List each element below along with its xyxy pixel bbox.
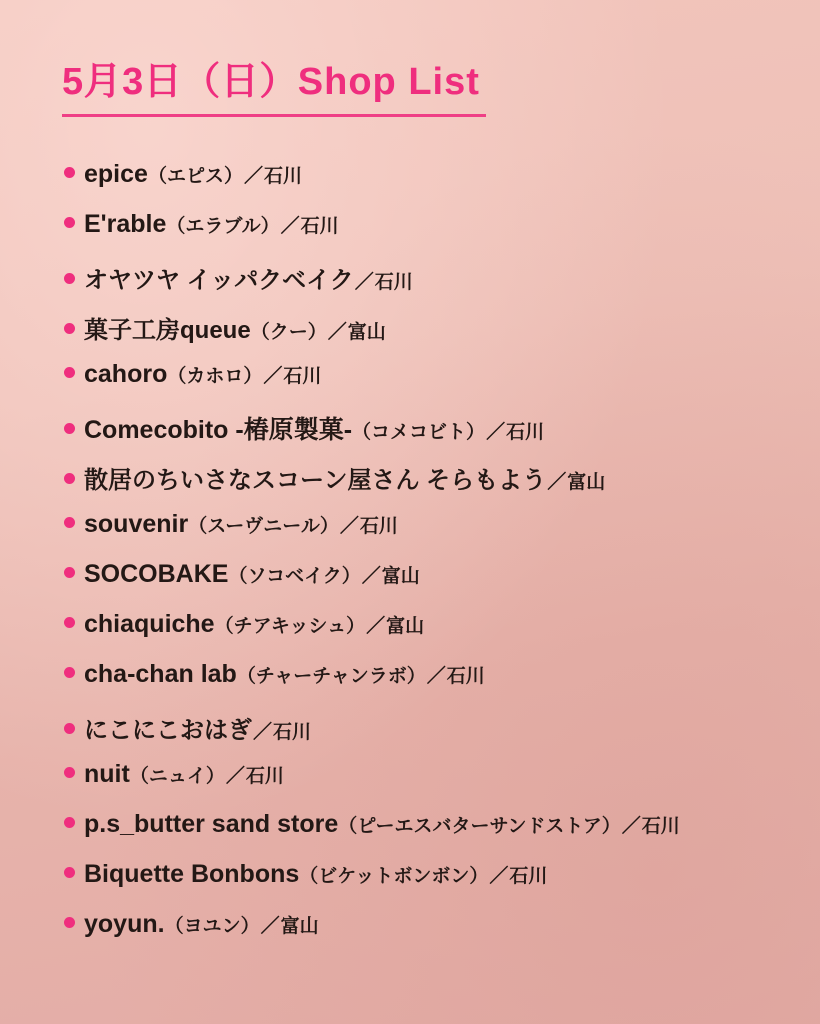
title-underline <box>62 114 486 117</box>
shop-name: 菓子工房queue <box>84 317 251 344</box>
shop-name: Biquette Bonbons <box>84 860 300 888</box>
shop-prefecture: 富山 <box>381 566 420 587</box>
title-date: 5月3日（日） <box>62 61 298 103</box>
shop-name: にこにこおはぎ <box>84 717 252 744</box>
shop-prefecture: 石川 <box>509 866 548 887</box>
bullet-icon <box>64 817 75 828</box>
shop-kana: （エピス） <box>147 166 243 187</box>
bullet-icon <box>64 217 75 228</box>
list-item <box>64 710 780 760</box>
shop-kana: （エラブル） <box>166 216 280 237</box>
shop-prefecture: 富山 <box>280 916 319 937</box>
shop-prefecture: 石川 <box>446 666 485 687</box>
title-block <box>62 62 492 117</box>
bullet-icon <box>64 167 75 178</box>
separator: ／ <box>361 566 381 587</box>
shop-name: オヤツヤ イッパクベイク <box>84 267 354 294</box>
separator: ／ <box>489 866 509 887</box>
separator: ／ <box>280 216 300 237</box>
shop-kana: （ヨユン） <box>164 916 260 937</box>
shop-kana: （ソコベイク） <box>228 566 361 587</box>
separator: ／ <box>486 422 506 443</box>
page-title <box>62 62 492 104</box>
list-item <box>64 660 780 710</box>
shop-prefecture: 石川 <box>300 216 339 237</box>
list-item <box>64 860 780 910</box>
shop-name: 散居のちいさなスコーン屋さん そらもよう <box>84 467 547 494</box>
separator: ／ <box>225 766 245 787</box>
list-item <box>64 260 780 310</box>
shop-prefecture: 石川 <box>245 766 284 787</box>
shop-kana: （ニュイ） <box>129 766 225 787</box>
shop-prefecture: 富山 <box>386 616 425 637</box>
separator: ／ <box>547 472 567 493</box>
shop-name: epice <box>84 160 148 188</box>
shop-kana: （チャーチャンラボ） <box>236 666 426 687</box>
shop-prefecture: 石川 <box>641 816 680 837</box>
list-item <box>64 810 780 860</box>
shop-name: SOCOBAKE <box>84 560 229 588</box>
bullet-icon <box>64 723 75 734</box>
bullet-icon <box>64 473 75 484</box>
bullet-icon <box>64 323 75 334</box>
list-item <box>64 410 780 460</box>
separator: ／ <box>354 272 374 293</box>
bullet-icon <box>64 517 75 528</box>
bullet-icon <box>64 617 75 628</box>
list-item <box>64 910 780 960</box>
shop-kana: （チアキッシュ） <box>214 616 366 637</box>
separator: ／ <box>621 816 641 837</box>
shop-name: Comecobito -椿原製菓- <box>84 416 353 444</box>
shop-prefecture: 富山 <box>347 322 386 343</box>
bullet-icon <box>64 667 75 678</box>
list-item <box>64 360 780 410</box>
bullet-icon <box>64 867 75 878</box>
shop-prefecture: 石川 <box>263 166 302 187</box>
shop-kana: （ピーエスバターサンドストア） <box>338 816 621 837</box>
separator: ／ <box>260 916 280 937</box>
shop-prefecture: 石川 <box>374 272 413 293</box>
list-item <box>64 560 780 610</box>
list-item <box>64 160 780 210</box>
shop-kana: （コメコビト） <box>352 422 486 443</box>
shop-prefecture: 石川 <box>506 422 545 443</box>
shop-name: cha-chan lab <box>84 660 237 688</box>
list-item <box>64 510 780 560</box>
separator: ／ <box>366 616 386 637</box>
bullet-icon <box>64 917 75 928</box>
shop-name: chiaquiche <box>84 610 215 638</box>
shop-kana: （クー） <box>250 322 327 343</box>
bullet-icon <box>64 367 75 378</box>
list-item <box>64 460 780 510</box>
bullet-icon <box>64 767 75 778</box>
bullet-icon <box>64 273 75 284</box>
separator: ／ <box>253 722 273 743</box>
shop-prefecture: 石川 <box>283 366 322 387</box>
list-item <box>64 210 780 260</box>
list-item <box>64 610 780 660</box>
shop-name: nuit <box>84 760 130 788</box>
shop-name: souvenir <box>84 510 189 538</box>
shop-kana: （ビケットボンボン） <box>299 866 489 887</box>
list-item <box>64 310 780 360</box>
shop-kana: （スーヴニール） <box>188 516 339 537</box>
shop-prefecture: 富山 <box>567 472 606 493</box>
bullet-icon <box>64 567 75 578</box>
title-label: Shop List <box>297 61 480 103</box>
shop-list <box>64 160 780 960</box>
shop-name: p.s_butter sand store <box>84 810 339 838</box>
list-item <box>64 760 780 810</box>
shop-name: yoyun. <box>84 910 165 938</box>
shop-prefecture: 石川 <box>359 516 398 537</box>
shop-name: cahoro <box>84 360 168 388</box>
separator: ／ <box>426 666 446 687</box>
separator: ／ <box>243 166 263 187</box>
separator: ／ <box>263 366 283 387</box>
separator: ／ <box>339 516 359 537</box>
bullet-icon <box>64 423 75 434</box>
shop-prefecture: 石川 <box>273 722 312 743</box>
shop-name: E'rable <box>84 210 167 238</box>
separator: ／ <box>327 322 347 343</box>
shop-kana: （カホロ） <box>167 366 263 387</box>
